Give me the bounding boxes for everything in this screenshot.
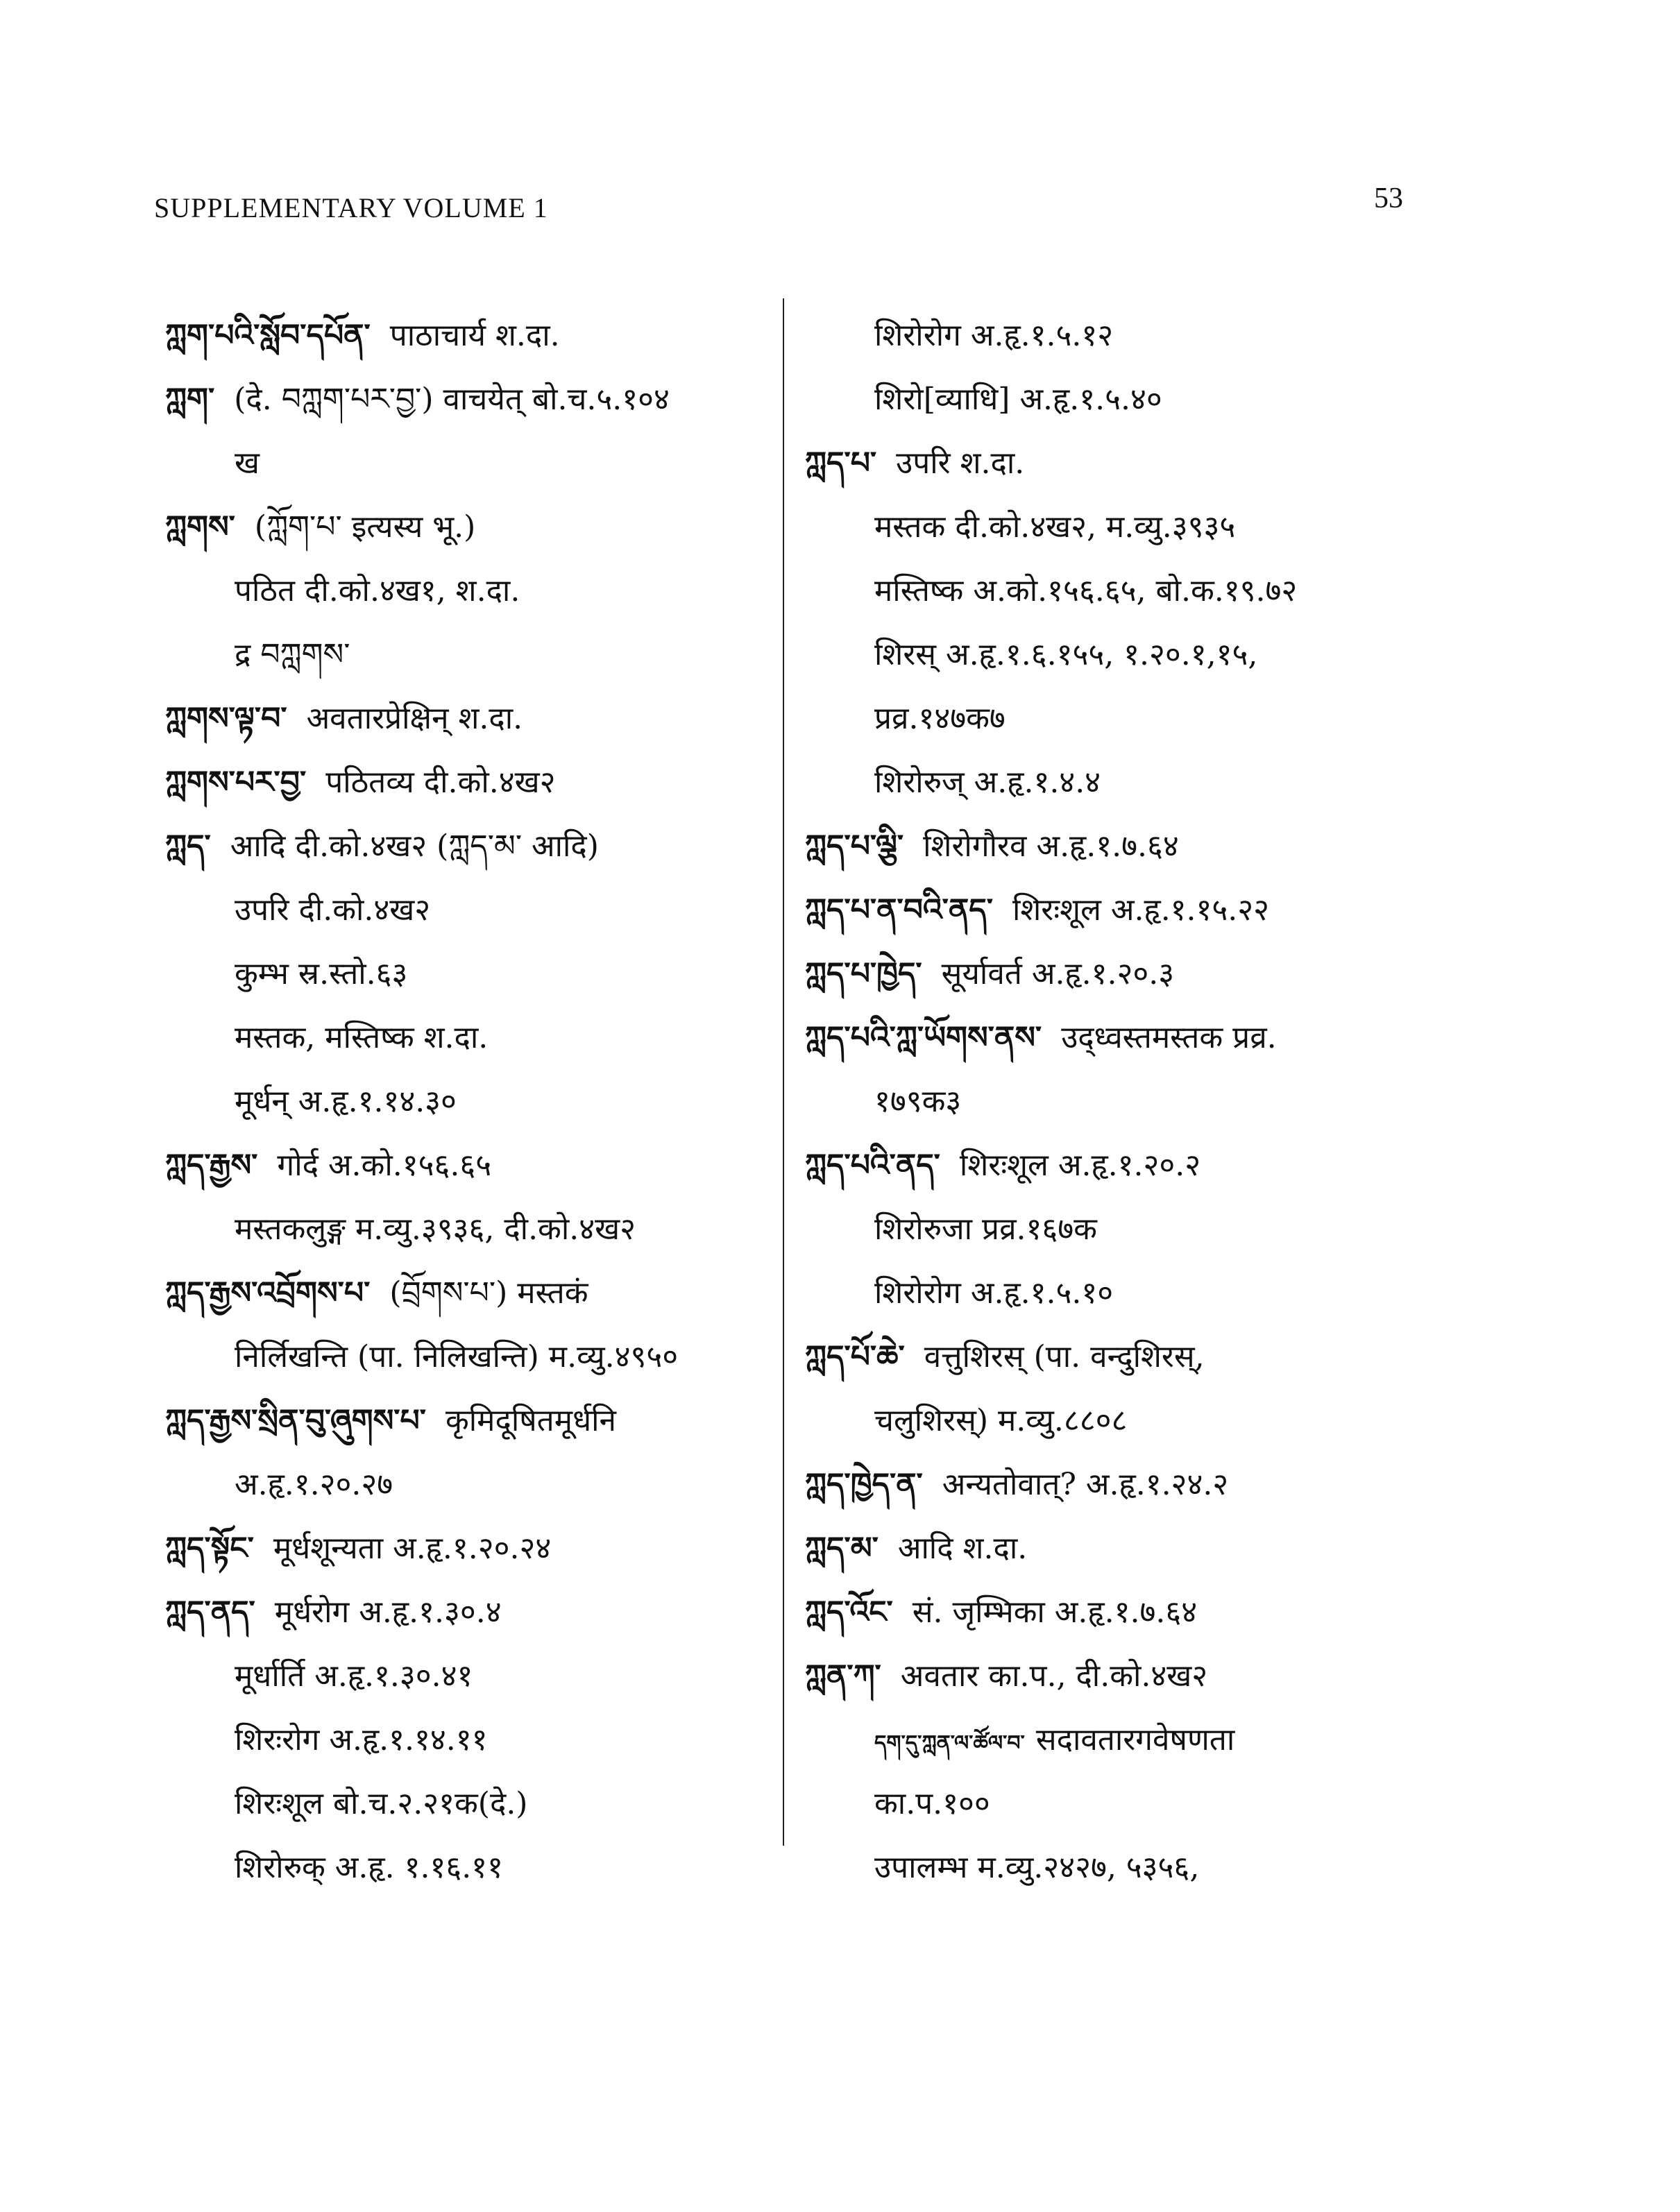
entry-headline bbox=[165, 751, 776, 815]
tibetan-headword: ཀླད་ནད་ bbox=[165, 1594, 255, 1630]
sanskrit-gloss: सदावतारगवेषणता bbox=[1035, 1722, 1235, 1758]
sanskrit-gloss: ख bbox=[235, 445, 260, 481]
entry-subline bbox=[165, 623, 776, 687]
sanskrit-gloss: शिरो[व्याधि] अ.हृ.१.५.४० bbox=[874, 382, 1162, 417]
sanskrit-gloss: सं. जृम्भिका अ.हृ.१.७.६४ bbox=[912, 1594, 1198, 1630]
entry-subline bbox=[165, 1708, 776, 1772]
right-column bbox=[805, 304, 1402, 1900]
entry-headline bbox=[805, 1006, 1402, 1070]
sanskrit-gloss: मूर्धार्ति अ.हृ.१.३०.४१ bbox=[235, 1658, 473, 1694]
entry-headline bbox=[805, 1517, 1402, 1581]
tibetan-headword: ཀླད་སྟོང་ bbox=[165, 1531, 254, 1566]
entry-subline bbox=[165, 432, 776, 495]
sanskrit-gloss: शिरोरोग अ.हृ.१.५.१० bbox=[874, 1275, 1114, 1311]
entry-headline bbox=[165, 495, 776, 559]
tibetan-headword: ཀླད་པ་ལྕི་ bbox=[805, 828, 904, 864]
sanskrit-gloss: शिरःशूल अ.हृ.१.२०.२ bbox=[959, 1148, 1201, 1183]
tibetan-headword: ཀླད་རྒྱས་ bbox=[165, 1148, 258, 1183]
sanskrit-gloss: अवतारप्रेक्षिन् श.दा. bbox=[306, 701, 523, 736]
sanskrit-gloss: वत्तुशिरस् (पा. वन्दुशिरस्, bbox=[924, 1339, 1205, 1375]
left-column bbox=[165, 304, 776, 1900]
entry-headline bbox=[805, 878, 1402, 942]
tibetan-headword: ཀླགས་པར་བྱ་ bbox=[165, 765, 307, 800]
entry-headline bbox=[805, 1453, 1402, 1517]
entry-subline bbox=[805, 687, 1402, 751]
entry-subline bbox=[165, 1644, 776, 1708]
entry-subline bbox=[165, 1325, 776, 1389]
sanskrit-gloss: शिरस् अ.हृ.१.६.१५५, १.२०.१,१५, bbox=[874, 637, 1258, 672]
entry-headline bbox=[165, 1517, 776, 1581]
entry-headline bbox=[805, 942, 1402, 1006]
tibetan-headword: ཀླད་ bbox=[165, 828, 211, 864]
tibetan-headword: ཀླད་པའི་ནད་ bbox=[805, 1148, 940, 1183]
entry-subline bbox=[165, 559, 776, 623]
entry-subline bbox=[805, 623, 1402, 687]
tibetan-headword: ཀླག་པའི་སློབ་དཔོན་ bbox=[165, 318, 371, 353]
sanskrit-gloss: (दे. བཀླག་པར་བྱ་) वाचयेत् बो.च.५.१०४ bbox=[234, 382, 670, 417]
sanskrit-gloss: निर्लिखन्ति (पा. निलिखन्ति) म.व्यु.४९५० bbox=[235, 1339, 679, 1375]
sanskrit-gloss: गोर्द अ.को.१५६.६५ bbox=[277, 1148, 492, 1183]
entry-headline bbox=[165, 368, 776, 432]
sanskrit-gloss: (བྲོགས་པ་) मस्तकं bbox=[389, 1275, 588, 1311]
sanskrit-gloss: उपरि दी.को.४ख२ bbox=[235, 892, 431, 928]
sanskrit-gloss: शिरःशूल अ.हृ.१.१५.२२ bbox=[1012, 892, 1270, 928]
entry-subline bbox=[805, 751, 1402, 815]
entry-headline bbox=[805, 432, 1402, 495]
sanskrit-gloss: मूर्धरोग अ.हृ.१.३०.४ bbox=[274, 1594, 502, 1630]
sanskrit-gloss: मूर्धशून्यता अ.हृ.१.२०.२४ bbox=[273, 1531, 552, 1566]
sanskrit-gloss: उद्ध्वस्तमस्तक प्रव्र. bbox=[1061, 1020, 1277, 1055]
tibetan-headword: ཀླགས་ལྟ་བ་ bbox=[165, 701, 287, 736]
entry-subline bbox=[805, 304, 1402, 368]
sanskrit-gloss: कुम्भ स्र.स्तो.६३ bbox=[235, 956, 408, 992]
entry-headline bbox=[165, 1581, 776, 1644]
sanskrit-gloss: कृमिदूषितमूर्धनि bbox=[445, 1403, 616, 1438]
entry-subline bbox=[805, 559, 1402, 623]
tibetan-headword: ཀླད་རྒྱས་སྲིན་བུ་ཞུགས་པ་ bbox=[165, 1403, 426, 1438]
tibetan-headword: ཀླད་པ་ན་བའི་ནད་ bbox=[805, 892, 993, 928]
sanskrit-gloss: शिरोरुक् अ.हृ. १.१६.११ bbox=[235, 1850, 503, 1885]
sanskrit-gloss: अवतार का.प., दी.को.४ख२ bbox=[900, 1658, 1208, 1694]
entry-subline bbox=[165, 1453, 776, 1517]
entry-subline bbox=[805, 1836, 1402, 1900]
entry-headline bbox=[165, 304, 776, 368]
tibetan-headword: ཀླད་པའི་ཀླ་ཡོགས་ནས་ bbox=[805, 1020, 1042, 1055]
sanskrit-gloss: शिरःशूल बो.च.२.२१क(दे.) bbox=[235, 1786, 528, 1821]
entry-subline bbox=[805, 1070, 1402, 1134]
entry-subline bbox=[805, 368, 1402, 432]
entry-headline bbox=[165, 1134, 776, 1198]
sanskrit-gloss: अ.हृ.१.२०.२७ bbox=[235, 1467, 393, 1502]
entry-subline bbox=[165, 1836, 776, 1900]
page-number: 53 bbox=[1374, 182, 1403, 214]
sanskrit-gloss: द्र བཀླགས་ bbox=[235, 637, 350, 672]
sanskrit-gloss: शिरोगौरव अ.हृ.१.७.६४ bbox=[923, 828, 1179, 864]
sanskrit-gloss: उपरि श.दा. bbox=[896, 445, 1025, 481]
entry-subline bbox=[165, 1006, 776, 1070]
sanskrit-gloss: १७९क३ bbox=[874, 1084, 962, 1119]
sanskrit-gloss: (ཀློག་པ་ इत्यस्य भू.) bbox=[254, 509, 476, 545]
entry-headline bbox=[165, 687, 776, 751]
sanskrit-gloss: मस्तक दी.को.४ख२, म.व्यु.३९३५ bbox=[874, 509, 1236, 545]
sanskrit-gloss: शिरोरुजा प्रव्र.१६७क bbox=[874, 1211, 1097, 1247]
sanskrit-gloss: आदि श.दा. bbox=[897, 1531, 1028, 1566]
column-divider bbox=[783, 298, 784, 1846]
sanskrit-gloss: मस्तकलुङ्ग म.व्यु.३९३६, दी.को.४ख२ bbox=[235, 1211, 636, 1247]
sanskrit-gloss: शिरःरोग अ.हृ.१.१४.११ bbox=[235, 1722, 488, 1758]
sanskrit-gloss: पठितव्य दी.को.४ख२ bbox=[325, 765, 556, 800]
tibetan-headword: ཀླགས་ bbox=[165, 509, 235, 545]
entry-headline bbox=[805, 815, 1402, 878]
tibetan-headword: ཀླད་པ་ཁྱེད་ bbox=[805, 956, 922, 992]
entry-headline bbox=[165, 815, 776, 878]
sanskrit-gloss: चलुशिरस्) म.व्यु.८८०८ bbox=[874, 1403, 1128, 1438]
entry-subline bbox=[805, 1708, 1402, 1772]
sanskrit-gloss: अन्यतोवात्? अ.हृ.१.२४.२ bbox=[942, 1467, 1229, 1502]
tibetan-headword: ཀླད་ཁྱེད་ན་ bbox=[805, 1467, 923, 1502]
entry-headline bbox=[805, 1644, 1402, 1708]
sanskrit-gloss: पठित दी.को.४ख१, श.दा. bbox=[235, 573, 520, 609]
tibetan-headword: ཀླད་འོང་ bbox=[805, 1594, 893, 1630]
running-title: SUPPLEMENTARY VOLUME 1 bbox=[154, 192, 548, 223]
sanskrit-gloss: का.प.१०० bbox=[874, 1786, 990, 1821]
entry-headline bbox=[805, 1134, 1402, 1198]
tibetan-headword: ཀླག་ bbox=[165, 382, 215, 417]
sanskrit-gloss: मस्तक, मस्तिष्क श.दा. bbox=[235, 1020, 489, 1055]
tibetan-headword: ཀླན་ཀ་ bbox=[805, 1658, 881, 1694]
sanskrit-gloss: आदि दी.को.४ख२ (ཀླད་མ་ आदि) bbox=[230, 828, 599, 864]
sanskrit-gloss: शिरोरुज् अ.हृ.१.४.४ bbox=[874, 765, 1101, 800]
entry-subline bbox=[165, 1070, 776, 1134]
entry-subline bbox=[165, 942, 776, 1006]
tibetan-headword: ཀླད་མ་ bbox=[805, 1531, 879, 1566]
entry-headline bbox=[805, 1325, 1402, 1389]
entry-headline bbox=[165, 1261, 776, 1325]
sanskrit-gloss: मूर्धन् अ.हृ.१.१४.३० bbox=[235, 1084, 457, 1119]
entry-headline bbox=[165, 1389, 776, 1453]
sanskrit-gloss: उपालम्भ म.व्यु.२४२७, ५३५६, bbox=[874, 1850, 1200, 1885]
entry-subline bbox=[805, 1198, 1402, 1261]
tibetan-headword: ཀླད་པ་ bbox=[805, 445, 877, 481]
entry-subline bbox=[805, 495, 1402, 559]
tibetan-headword: ཀླད་པོ་ཆེ་ bbox=[805, 1339, 905, 1375]
sanskrit-gloss: मस्तिष्क अ.को.१५६.६५, बो.क.१९.७२ bbox=[874, 573, 1298, 609]
entry-subline bbox=[165, 1198, 776, 1261]
sanskrit-gloss: शिरोरोग अ.हृ.१.५.१२ bbox=[874, 318, 1114, 353]
tibetan-headword: དག་དུ་ཀླན་ལ་ཚོལ་བ་ bbox=[874, 1731, 1025, 1755]
entry-subline bbox=[805, 1389, 1402, 1453]
entry-headline bbox=[805, 1581, 1402, 1644]
entry-subline bbox=[165, 878, 776, 942]
entry-subline bbox=[165, 1772, 776, 1836]
sanskrit-gloss: पाठाचार्य श.दा. bbox=[389, 318, 560, 353]
tibetan-headword: ཀླད་རྒྱས་འབྲོགས་པ་ bbox=[165, 1275, 371, 1311]
sanskrit-gloss: सूर्यावर्त अ.हृ.१.२०.३ bbox=[941, 956, 1175, 992]
entry-subline bbox=[805, 1261, 1402, 1325]
entry-subline bbox=[805, 1772, 1402, 1836]
sanskrit-gloss: प्रव्र.१४७क७ bbox=[874, 701, 1006, 736]
